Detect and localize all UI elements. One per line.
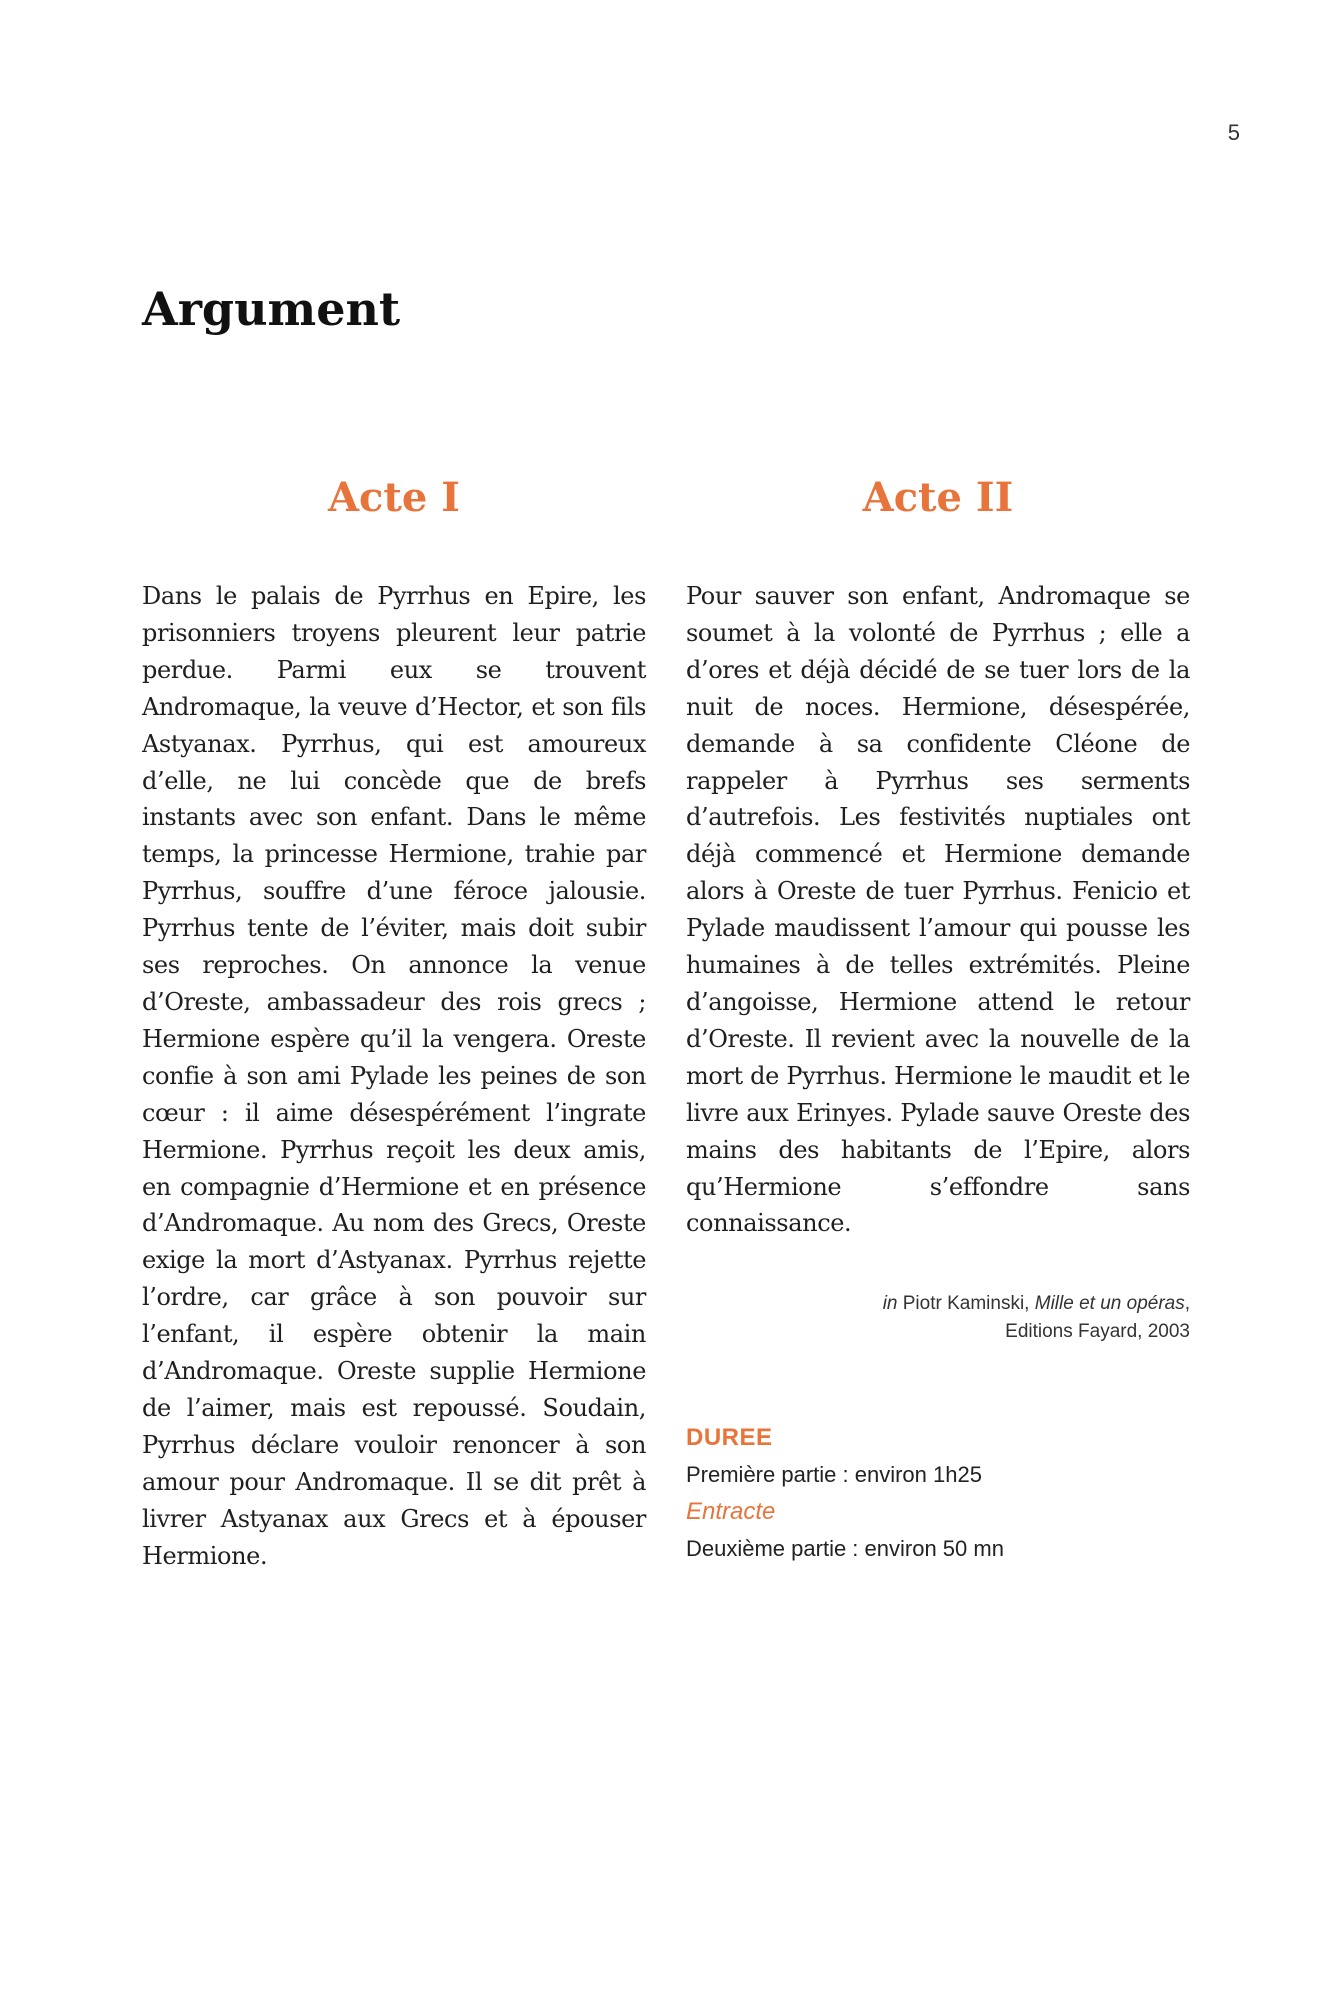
citation-line-1 <box>686 1290 1190 1318</box>
duration-intermission: Entracte <box>686 1498 776 1526</box>
act-one-synopsis: Dans le palais de Pyrrhus en Epire, les prisonniers troyens pleurent leur patrie perdue. Parmi eux se trouvent Andromaque, la veuve d’Hector, et son fils Astyanax. Pyrrhus, qui est amoureux d’elle, ne lui concède que de brefs instants avec son enfant. Dans le même temps, la princesse Hermione, trahie par Pyrrhus, souffre d’une féroce jalousie. Pyrrhus tente de l’éviter, mais doit subir ses reproches. On annonce la venue d’Oreste, ambassadeur des rois grecs ; Hermione espère qu’il la vengera. Oreste confie à son ami Pylade les peines de son cœur : il aime désespérément l’ingrate Hermione. Pyrrhus reçoit les deux amis, en compagnie d’Hermione et en présence d’Andromaque. Au nom des Grecs, Oreste exige la mort d’Astyanax. Pyrrhus rejette l’ordre, car grâce à son pouvoir sur l’enfant, il espère obtenir la main d’Andromaque. Oreste supplie Hermione de l’aimer, mais est repoussé. Soudain, Pyrrhus déclare vouloir renoncer à son amour pour Andromaque. Il se dit prêt à livrer Astyanax aux Grecs et à épouser Hermione. <box>142 582 646 1570</box>
duration-block <box>686 1420 1190 1567</box>
act-one-heading: Acte I <box>328 474 460 521</box>
citation-author: Piotr Kaminski, <box>897 1293 1035 1315</box>
page-number: 5 <box>1227 120 1240 145</box>
citation-publisher: Editions Fayard, 2003 <box>1005 1321 1190 1343</box>
act-two-synopsis: Pour sauver son enfant, Andromaque se soumet à la volonté de Pyrrhus ; elle a d’ores et déjà décidé de se tuer lors de la nuit de noces. Hermione, désespérée, demande à sa confidente Cléone de rappeler à Pyrrhus ses serments d’autrefois. Les festivités nuptiales ont déjà commencé et Hermione demande alors à Oreste de tuer Pyrrhus. Fenicio et Pylade maudissent l’amour qui pousse les humaines à de telles extrémités. Pleine d’angoisse, Hermione attend le retour d’Oreste. Il revient avec la nouvelle de la mort de Pyrrhus. Hermione le maudit et le livre aux Erinyes. Pylade sauve Oreste des mains des habitants de l’Epire, alors qu’Hermione s’effondre sans connaissance. <box>686 582 1190 1238</box>
act-two-heading: Acte II <box>862 474 1014 521</box>
source-citation <box>686 1290 1190 1346</box>
citation-work: Mille et un opéras <box>1034 1293 1185 1315</box>
duration-title: DUREE <box>686 1424 773 1452</box>
act-two-column <box>686 468 1190 1567</box>
citation-prefix: in <box>882 1293 898 1315</box>
page-title: Argument <box>142 282 401 336</box>
duration-part-one: Première partie : environ 1h25 <box>686 1462 982 1488</box>
duration-part-two: Deuxième partie : environ 50 mn <box>686 1536 1004 1562</box>
citation-suffix: , <box>1184 1293 1190 1315</box>
act-one-column <box>142 468 646 1574</box>
